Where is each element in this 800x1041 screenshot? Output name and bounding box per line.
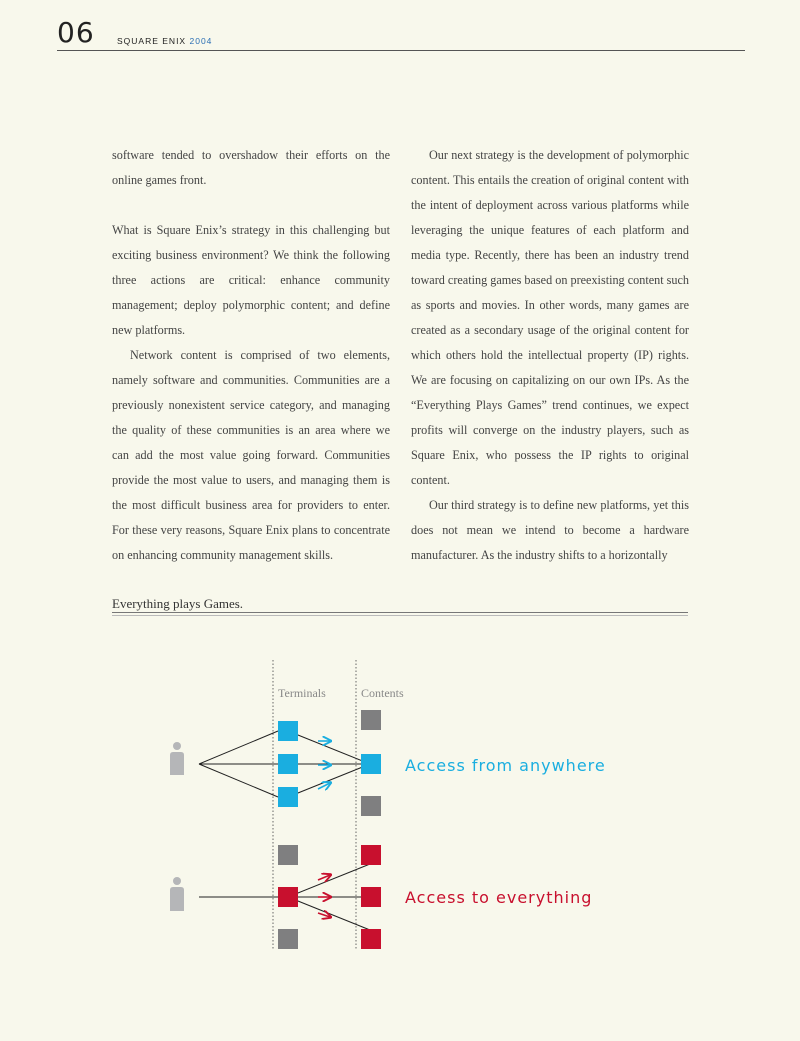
left-paragraph-3: Network content is comprised of two elements, namely software and communities. Communities are a previously nonexistent service category, and managing the quality of these communities is an area where we can add the most value going forward. Communities provide the most value to users, and managing them is the most difficult business area for providers to enter. For these very reasons, Square Enix plans to concentrate on enhancing community management skills.	[112, 348, 390, 562]
person-icon	[170, 877, 184, 911]
figure-rule	[112, 612, 688, 613]
publication-title	[117, 36, 212, 46]
access-everything-label: Access to everything	[405, 888, 593, 907]
blue-arrows	[318, 741, 330, 789]
content-squares-top	[361, 710, 381, 816]
left-paragraph-1: software tended to overshadow their efforts on the online games front.	[112, 148, 390, 187]
content-squares-bottom	[361, 845, 381, 949]
terminal-squares-top	[278, 721, 298, 807]
contents-label: Contents	[361, 686, 404, 700]
page-header	[57, 16, 745, 51]
right-paragraph-2: Our third strategy is to define new platforms, yet this does not mean we intend to become a hardware manufacturer. As the industry shifts to a horizontally	[411, 498, 689, 562]
page-number: 06	[57, 16, 95, 49]
figure-title: Everything plays Games.	[112, 596, 244, 611]
person-icon	[170, 742, 184, 775]
publication-name: SQUARE ENIX	[117, 36, 187, 46]
right-paragraph-1: Our next strategy is the development of polymorphic content. This entails the creation of original content with the intent of deployment across various platforms while leveraging the unique features of each platform and media type. Recently, there has been an industry trend toward creating games based on preexisting content such as sports and movies. In other words, many games are created as a secondary usage of the original content for which others hold the intellectual property (IP) rights. We are focusing on capitalizing on our own IPs. As the “Everything Plays Games” trend continues, we expect profits will converge on the industry players, such as Square Enix, who possess the IP rights to original content.	[411, 148, 689, 487]
terminals-label: Terminals	[278, 686, 326, 700]
right-column	[411, 143, 689, 568]
left-paragraph-2: What is Square Enix’s strategy in this challenging but exciting business environment? We think the following three actions are critical: enhance community management; deploy polymorphic content; and define new platforms.	[112, 223, 390, 337]
left-column	[112, 143, 390, 568]
access-anywhere-label: Access from anywhere	[405, 756, 606, 775]
terminal-squares-bottom	[278, 845, 298, 949]
publication-year: 2004	[189, 36, 213, 46]
figure-rule-secondary	[112, 615, 688, 616]
